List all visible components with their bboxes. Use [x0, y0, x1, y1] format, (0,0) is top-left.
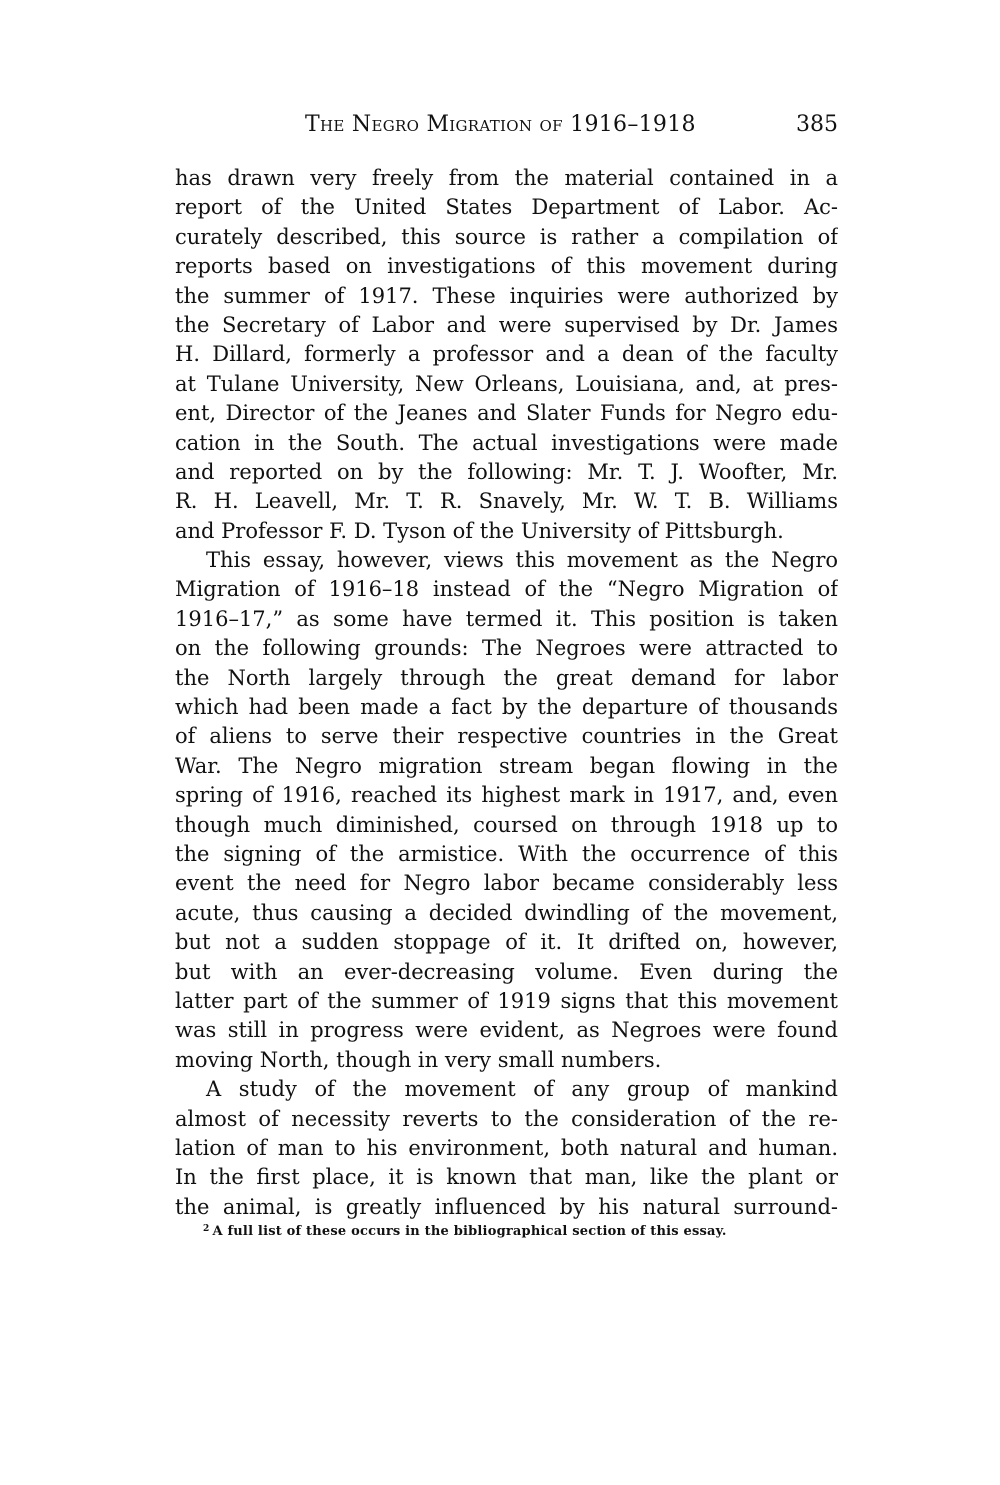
text-line: on the following grounds: The Negroes were attracted to	[175, 636, 838, 661]
text-line: and Professor F. D. Tyson of the University of Pittsburgh.	[175, 518, 784, 543]
text-line: cation in the South. The actual investigations were made	[175, 430, 838, 455]
text-line: but not a sudden stoppage of it. It drifted on, however,	[175, 930, 838, 955]
body-text	[175, 164, 838, 1222]
text-line: report of the United States Department of Labor. Ac-	[175, 195, 838, 220]
text-line: R. H. Leavell, Mr. T. R. Snavely, Mr. W. T. B. Williams	[175, 489, 838, 514]
text-line: the signing of the armistice. With the occurrence of this	[175, 841, 838, 866]
text-line: Migration of 1916–18 instead of the “Negro Migration of	[175, 577, 838, 602]
text-line: but with an ever-decreasing volume. Even during the	[175, 959, 838, 984]
text-line: War. The Negro migration stream began flowing in the	[175, 753, 838, 778]
paragraph-1	[175, 164, 838, 546]
text-line: In the first place, it is known that man, like the plant or	[175, 1165, 838, 1190]
text-line: lation of man to his environment, both natural and human.	[175, 1135, 838, 1160]
text-line: moving North, though in very small numbers.	[175, 1047, 662, 1072]
running-title: The Negro Migration of 1916–1918	[305, 112, 696, 137]
text-line: 1916–17,” as some have termed it. This position is taken	[175, 606, 838, 631]
text-line: ent, Director of the Jeanes and Slater Funds for Negro edu-	[175, 401, 838, 426]
text-line: acute, thus causing a decided dwindling of the movement,	[175, 900, 838, 925]
text-line: though much diminished, coursed on through 1918 up to	[175, 812, 838, 837]
text-line: This essay, however, views this movement as the Negro	[206, 548, 838, 573]
footnote-marker: 2	[203, 1224, 210, 1234]
paragraph-2	[175, 546, 838, 1075]
text-line: at Tulane University, New Orleans, Louisiana, and, at pres-	[175, 371, 838, 396]
text-line: the summer of 1917. These inquiries were authorized by	[175, 283, 838, 308]
text-line: the North largely through the great demand for labor	[175, 665, 838, 690]
text-line: has drawn very freely from the material contained in a	[175, 166, 838, 190]
text-line: and reported on by the following: Mr. T. J. Woofter, Mr.	[175, 459, 838, 484]
footnote	[175, 1224, 838, 1239]
text-line: latter part of the summer of 1919 signs that this movement	[175, 988, 838, 1013]
text-line: event the need for Negro labor became considerably less	[175, 871, 838, 896]
text-line: the animal, is greatly influenced by his natural surround-	[175, 1194, 838, 1219]
text-line: almost of necessity reverts to the consideration of the re-	[175, 1106, 838, 1131]
text-line: of aliens to serve their respective countries in the Great	[175, 724, 838, 749]
text-line: was still in progress were evident, as Negroes were found	[175, 1018, 838, 1043]
footnote-text: A full list of these occurs in the bibliographical section of this essay.	[212, 1224, 727, 1239]
text-line: H. Dillard, formerly a professor and a dean of the faculty	[175, 342, 838, 367]
text-line: curately described, this source is rather a compilation of	[175, 224, 838, 249]
text-line: which had been made a fact by the departure of thousands	[175, 695, 838, 720]
text-line: reports based on investigations of this movement during	[175, 254, 838, 279]
running-head	[175, 112, 838, 142]
paragraph-3	[175, 1075, 838, 1222]
text-line: spring of 1916, reached its highest mark in 1917, and, even	[175, 783, 838, 808]
text-line: A study of the movement of any group of mankind	[206, 1077, 838, 1102]
text-line: the Secretary of Labor and were supervised by Dr. James	[175, 312, 838, 337]
page-number: 385	[796, 112, 838, 137]
